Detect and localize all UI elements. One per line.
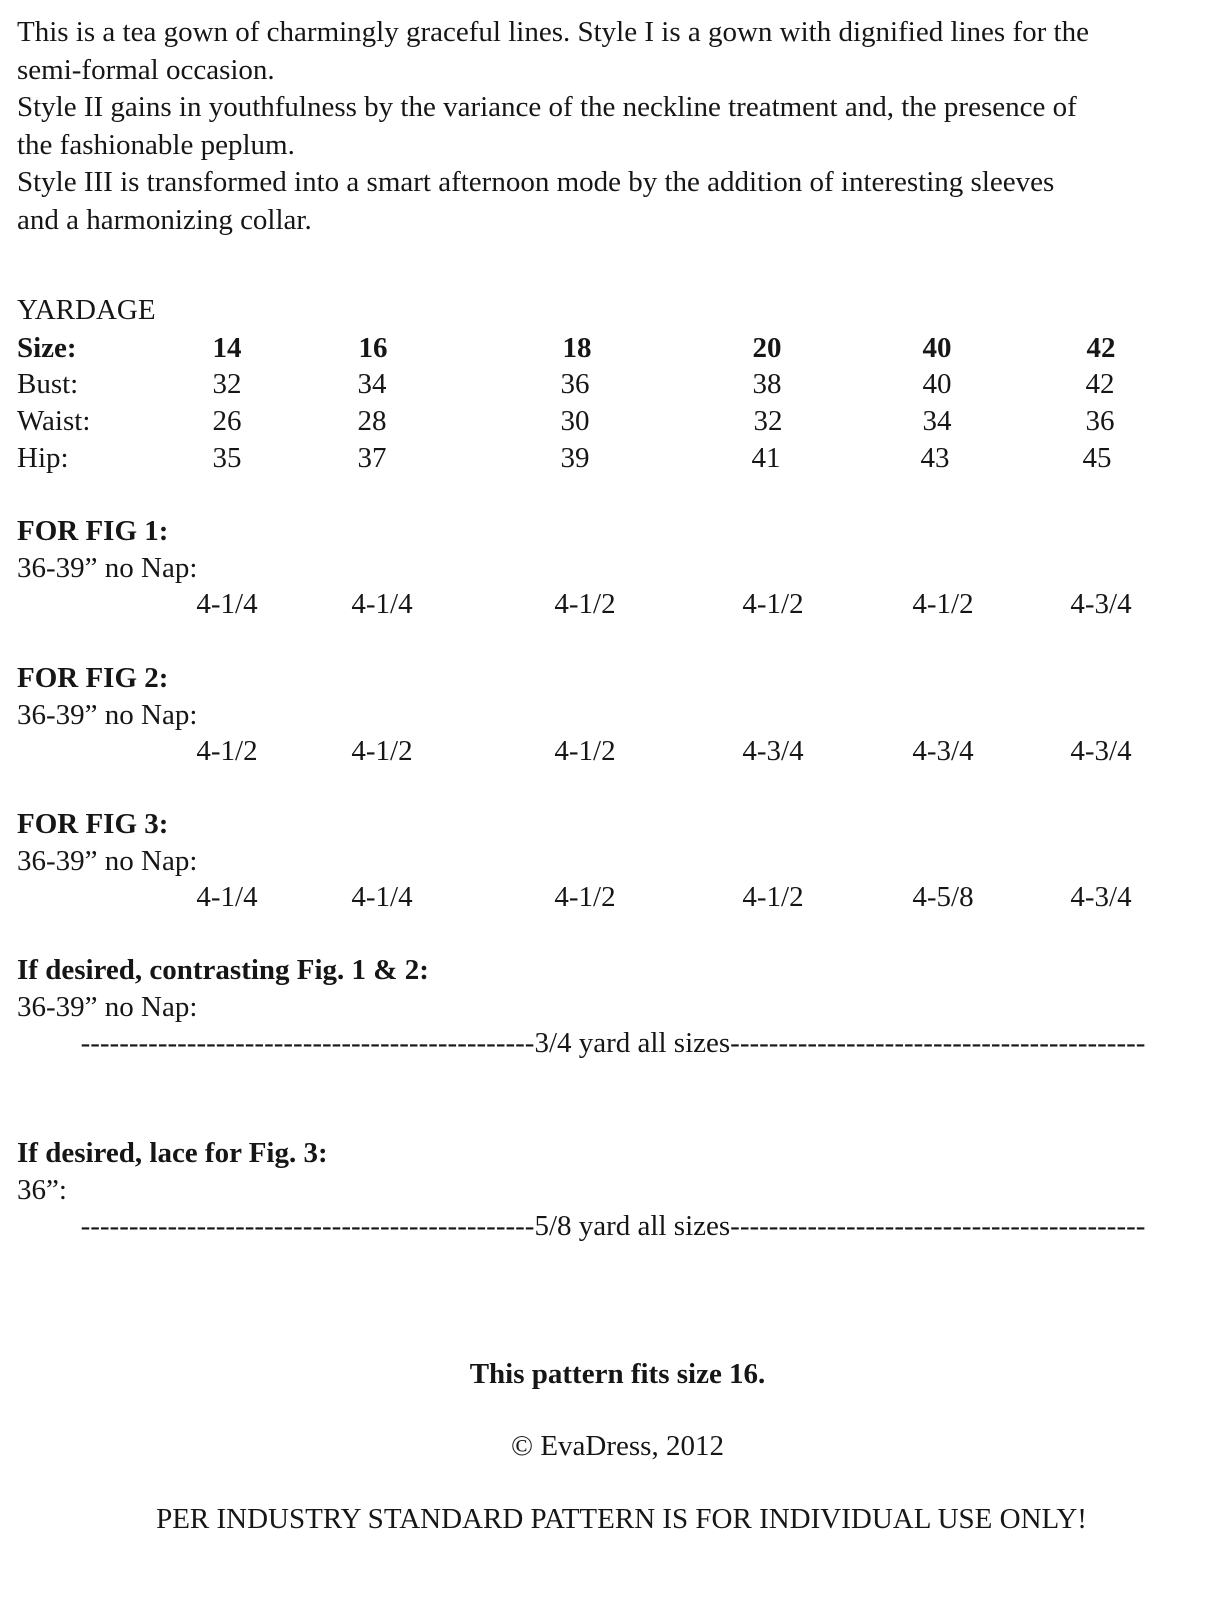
lace-yardage-line: -----------------------------------------------5/8 yard all sizes------------------------------------------- xyxy=(80,1210,1146,1242)
contrasting-yardage-line: -----------------------------------------------3/4 yard all sizes------------------------------------------- xyxy=(80,1027,1146,1059)
measurement-cell: 32 xyxy=(212,368,242,400)
measurement-cell: 35 xyxy=(212,442,242,474)
measurement-cell: 37 xyxy=(357,442,387,474)
size-cell: 20 xyxy=(752,332,782,364)
yardage-value: 4-3/4 xyxy=(742,735,804,767)
yardage-value: 4-1/2 xyxy=(554,881,616,913)
size-cell: 16 xyxy=(358,332,388,364)
fabric-label: 36-39” no Nap: xyxy=(17,699,198,731)
measurement-cell: 36 xyxy=(560,368,590,400)
intro-line: the fashionable peplum. xyxy=(17,128,295,161)
measurement-cell: 34 xyxy=(357,368,387,400)
size-cell: 14 xyxy=(212,332,242,364)
measurement-cell: 30 xyxy=(560,405,590,437)
fabric-label: 36-39” no Nap: xyxy=(17,845,198,877)
yardage-value: 4-3/4 xyxy=(1070,735,1132,767)
measurement-cell: 39 xyxy=(560,442,590,474)
yardage-value: 4-1/2 xyxy=(351,735,413,767)
measurement-cell: 36 xyxy=(1085,405,1115,437)
intro-line: Style III is transformed into a smart afternoon mode by the addition of interesting sleeves xyxy=(17,166,1055,198)
yardage-value: 4-5/8 xyxy=(912,881,974,913)
intro-paragraph xyxy=(17,14,1217,239)
measurement-cell: 45 xyxy=(1082,442,1112,474)
measurement-cell: 28 xyxy=(357,405,387,437)
yardage-value: 4-1/4 xyxy=(351,881,413,913)
copyright: © EvaDress, 2012 xyxy=(511,1430,724,1462)
intro-line: semi-formal occasion. xyxy=(17,53,275,86)
measurement-label: Waist: xyxy=(17,405,91,437)
fit-note: This pattern fits size 16. xyxy=(469,1358,766,1390)
measurement-cell: 32 xyxy=(753,405,783,437)
yardage-value: 4-1/2 xyxy=(554,735,616,767)
lace-heading: If desired, lace for Fig. 3: xyxy=(17,1137,328,1169)
intro-line: Style II gains in youthfulness by the variance of the neckline treatment and, the presence of xyxy=(17,91,1077,123)
measurement-cell: 26 xyxy=(212,405,242,437)
size-label: Size: xyxy=(17,332,77,364)
yardage-value: 4-1/2 xyxy=(742,881,804,913)
fig-heading: FOR FIG 3: xyxy=(17,808,169,840)
fabric-label: 36-39” no Nap: xyxy=(17,552,198,584)
fig-heading: FOR FIG 1: xyxy=(17,515,169,547)
yardage-heading: YARDAGE xyxy=(17,294,156,326)
yardage-value: 4-1/2 xyxy=(196,735,258,767)
yardage-value: 4-3/4 xyxy=(912,735,974,767)
measurement-cell: 38 xyxy=(752,368,782,400)
contrasting-heading: If desired, contrasting Fig. 1 & 2: xyxy=(17,954,429,986)
intro-line: and a harmonizing collar. xyxy=(17,203,312,236)
yardage-value: 4-1/2 xyxy=(742,588,804,620)
intro-line: This is a tea gown of charmingly graceful lines. Style I is a gown with dignified lines for the xyxy=(17,16,1089,48)
disclaimer: PER INDUSTRY STANDARD PATTERN IS FOR INDIVIDUAL USE ONLY! xyxy=(156,1503,1087,1535)
yardage-value: 4-1/2 xyxy=(554,588,616,620)
measurement-cell: 41 xyxy=(751,442,781,474)
fabric-label: 36-39” no Nap: xyxy=(17,991,198,1023)
yardage-value: 4-1/4 xyxy=(351,588,413,620)
fabric-label: 36”: xyxy=(17,1174,67,1206)
yardage-value: 4-1/2 xyxy=(912,588,974,620)
measurement-cell: 42 xyxy=(1085,368,1115,400)
size-cell: 40 xyxy=(922,332,952,364)
yardage-value: 4-1/4 xyxy=(196,881,258,913)
measurement-cell: 40 xyxy=(922,368,952,400)
size-cell: 42 xyxy=(1086,332,1116,364)
measurement-label: Bust: xyxy=(17,368,79,400)
fig-heading: FOR FIG 2: xyxy=(17,662,169,694)
yardage-value: 4-1/4 xyxy=(196,588,258,620)
measurement-label: Hip: xyxy=(17,442,69,474)
measurement-cell: 43 xyxy=(920,442,950,474)
yardage-value: 4-3/4 xyxy=(1070,881,1132,913)
measurement-cell: 34 xyxy=(922,405,952,437)
yardage-value: 4-3/4 xyxy=(1070,588,1132,620)
size-cell: 18 xyxy=(562,332,592,364)
